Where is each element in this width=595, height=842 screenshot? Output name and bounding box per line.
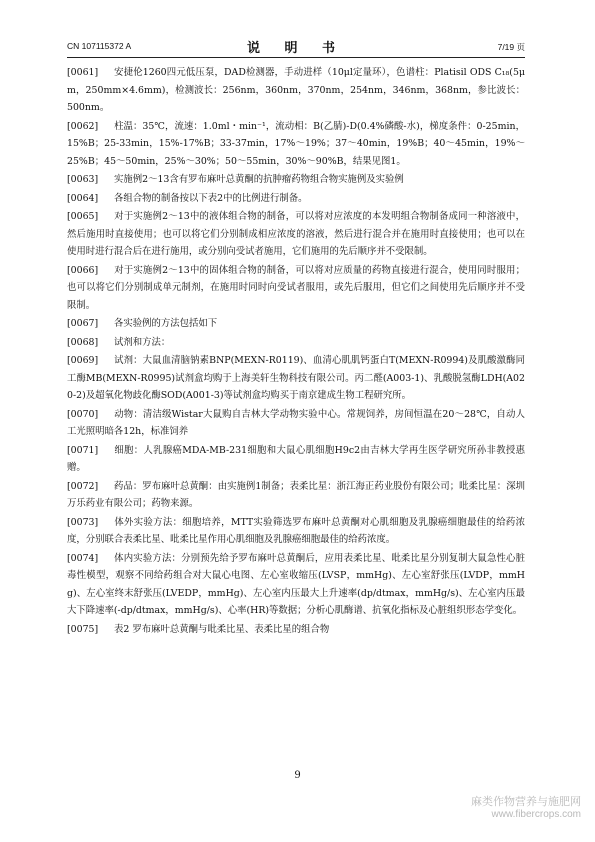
paragraph-number: [0064] — [67, 192, 99, 204]
paragraph-text: 体内实验方法：分别预先给予罗布麻叶总黄酮后，应用表柔比星、吡柔比星分别复制大鼠急性心脏毒性模型，观察不同给药组合对大鼠心电图、左心室收缩压(LVSP，mmHg)、左心室舒张压(LVDP，mmHg)、左心室终末舒张压(LVEDP，mmHg)、左心室内压最大上升速率(dp/dtmax，mmHg/s)、左心室内压最大下降速率(-dp/dtmax，mmHg/s)、心率(HR)等数据；分析心肌酶谱、抗氧化指标及心脏组织形态学变化。 — [67, 552, 525, 616]
paragraph-text: 药品：罗布麻叶总黄酮：由实施例1制备；表柔比星：浙江海正药业股份有限公司；吡柔比星：深圳万乐药业有限公司；药物来源。 — [67, 480, 525, 509]
paragraph-0066 — [67, 262, 525, 315]
paragraph-number: [0071] — [67, 444, 99, 456]
paragraph-text: 试剂和方法： — [114, 336, 171, 348]
header-divider — [67, 57, 525, 58]
paragraph-number: [0063] — [67, 174, 99, 185]
paragraph-number: [0070] — [67, 408, 99, 420]
paragraph-0069 — [67, 352, 525, 405]
paragraph-text: 动物：清洁级Wistar大鼠购自吉林大学动物实验中心。常规饲养，房间恒温在20～28℃，自动人工光照明暗各12h，标准饲养 — [67, 408, 525, 437]
paragraph-number: [0075] — [67, 623, 99, 635]
paragraph-text: 各组合物的制备按以下表2中的比例进行制备。 — [114, 192, 308, 204]
paragraph-text: 安捷伦1260四元低压泵，DAD检测器，手动进样（10μl定量环），色谱柱：Platisil ODS C₁₈(5μm，250mm×4.6mm)，检测波长：256nm，360nm，370nm，254nm，346nm，368nm，参比波长：500nm。 — [67, 67, 525, 113]
paragraph-number: [0074] — [67, 552, 99, 564]
page-indicator: 7/19 页 — [497, 42, 525, 52]
paragraph-0073 — [67, 514, 525, 549]
paragraph-0062 — [67, 118, 525, 171]
paragraph-number: [0062] — [67, 120, 99, 132]
paragraph-number: [0061] — [67, 67, 99, 78]
document-body — [67, 64, 525, 639]
paragraph-text: 细胞：人乳腺癌MDA-MB-231细胞和大鼠心肌细胞H9c2由吉林大学再生医学研究所孙非教授惠赠。 — [67, 444, 525, 473]
paragraph-0072 — [67, 478, 525, 513]
paragraph-0061 — [67, 64, 525, 117]
paragraph-text: 对于实施例2～13中的液体组合物的制备，可以将对应浓度的本发明组合物制备成同一种溶液中，然后施用时直接使用；也可以将它们分别制成相应浓度的溶液，然后进行混合并在施用时直接使用；也可以在使用时进行混合后在进行施用，或分别向受试者施用，它们施用的先后顺序并不受限制。 — [67, 211, 525, 257]
paragraph-0064 — [67, 190, 525, 208]
page-number: 9 — [294, 770, 301, 781]
document-title: 说 明 书 — [246, 41, 346, 56]
paragraph-0068 — [67, 334, 525, 352]
paragraph-number: [0068] — [67, 336, 99, 348]
paragraph-text: 试剂：大鼠血清脑钠素BNP(MEXN-R0119)、血清心肌肌钙蛋白T(MEXN-R0994)及肌酸激酶同工酶MB(MEXN-R0995)试剂盒均购于上海美轩生物科技有限公司。丙二醛(A003-1)、乳酸脱氢酶LDH(A020-2)及超氧化物歧化酶SOD(A001-3)等试剂盒均购买于南京建成生物工程研究所。 — [67, 355, 525, 401]
paragraph-0065 — [67, 208, 525, 261]
paragraph-text: 对于实施例2～13中的固体组合物的制备，可以将对应质量的药物直接进行混合，使用同时服用；也可以将它们分别制成单元制剂，在施用时同时向受试者服用，或先后服用，但它们之间使用先后顺序并不受限制。 — [67, 264, 525, 311]
watermark-site-name: 麻类作物营养与施肥网 — [471, 796, 581, 808]
paragraph-text: 柱温：35℃，流速：1.0ml・min⁻¹，流动相：B(乙腈)-D(0.4%磷酸-水)，梯度条件：0-25min，15%B；25-33min，15%-17%B；33-37min，17%～19%；37～40min，19%B；40～45min，19%～25%B；45～50min，25%～30%；50～55min，30%～90%B，结果见图1。 — [67, 120, 525, 167]
page-header — [67, 37, 525, 57]
site-watermark — [471, 793, 581, 820]
paragraph-0070 — [67, 406, 525, 441]
paragraph-number: [0067] — [67, 318, 99, 329]
paragraph-0075 — [67, 621, 525, 639]
paragraph-number: [0065] — [67, 211, 99, 222]
paragraph-number: [0069] — [67, 355, 99, 366]
paragraph-text: 各实验例的方法包括如下 — [114, 318, 218, 329]
paragraph-text: 体外实验方法：细胞培养，MTT实验筛选罗布麻叶总黄酮对心肌细胞及乳腺癌细胞最佳的给药浓度，分别联合表柔比星、吡柔比星作用心肌细胞及乳腺癌细胞最佳的给药浓度。 — [67, 516, 525, 545]
paragraph-number: [0066] — [67, 264, 99, 276]
paragraph-0074 — [67, 550, 525, 620]
paragraph-text: 表2 罗布麻叶总黄酮与吡柔比星、表柔比星的组合物 — [114, 623, 330, 635]
paragraph-text: 实施例2～13含有罗布麻叶总黄酮的抗肿瘤药物组合物实施例及实验例 — [114, 174, 404, 185]
paragraph-0063 — [67, 171, 525, 189]
paragraph-0067 — [67, 315, 525, 333]
paragraph-number: [0072] — [67, 480, 99, 492]
paragraph-number: [0073] — [67, 516, 99, 528]
paragraph-0071 — [67, 442, 525, 477]
patent-number: CN 107115372 A — [67, 41, 132, 51]
watermark-url: www.fibercrops.com — [491, 809, 581, 820]
